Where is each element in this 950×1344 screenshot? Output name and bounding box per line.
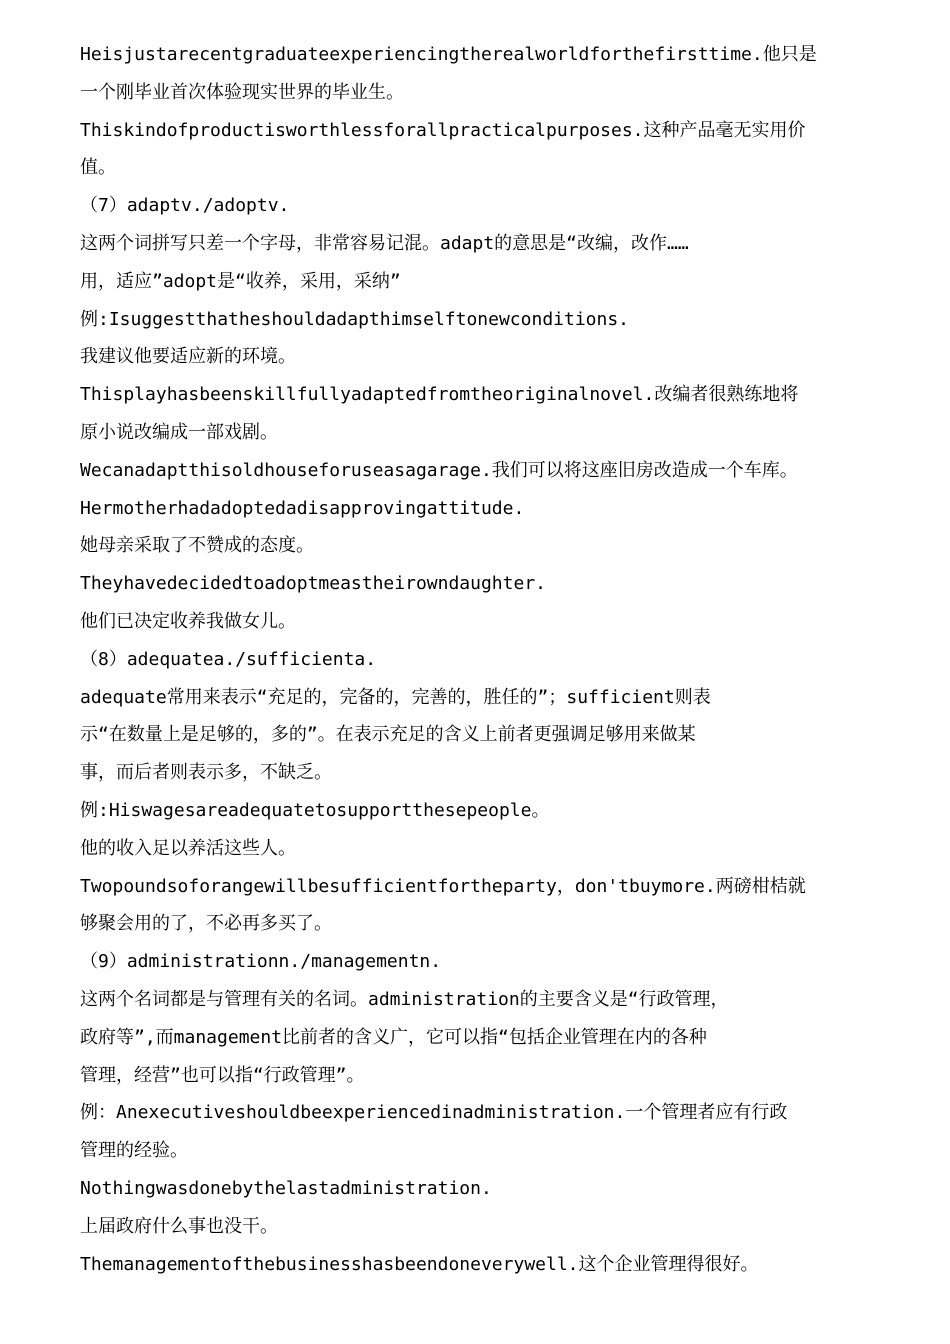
translation-line: 上届政府什么事也没干。 bbox=[80, 1215, 278, 1237]
text-line: 事，而后者则表示多，不缺乏。 bbox=[80, 762, 332, 784]
example-line: Hermotherhadadoptedadisapprovingattitude. bbox=[80, 497, 525, 519]
text-line: 这两个词拼写只差一个字母，非常容易记混。adapt的意思是“改编，改作…… bbox=[80, 232, 689, 254]
text-line: Thiskindofproductisworthlessforallpracticalpurposes.这种产品毫无实用价 bbox=[80, 119, 806, 141]
translation-line: 他的收入足以养活这些人。 bbox=[80, 837, 296, 859]
text-line: adequate常用来表示“充足的，完备的，完善的，胜任的”；sufficient则表 bbox=[80, 686, 711, 708]
example-line: Themanagementofthebusinesshasbeendoneverywell.这个企业管理得很好。 bbox=[80, 1253, 759, 1275]
text-line: 这两个名词都是与管理有关的名词。administration的主要含义是“行政管理， bbox=[80, 988, 729, 1010]
section-heading: （7）adaptv./adoptv. bbox=[80, 195, 290, 217]
section-heading: （8）adequatea./sufficienta. bbox=[80, 648, 377, 670]
text-line: 政府等”,而management比前者的含义广，它可以指“包括企业管理在内的各种 bbox=[80, 1026, 707, 1048]
example-line: Theyhavedecidedtoadoptmeastheirowndaughter. bbox=[80, 573, 546, 595]
example-line: Thisplayhasbeenskillfullyadaptedfromtheoriginalnovel.改编者很熟练地将 bbox=[80, 384, 799, 406]
document-page bbox=[80, 36, 880, 1283]
example-line: 例：Anexecutiveshouldbeexperiencedinadministration.一个管理者应有行政 bbox=[80, 1102, 788, 1124]
text-line: 示“在数量上是足够的，多的”。在表示充足的含义上前者更强调足够用来做某 bbox=[80, 724, 696, 746]
translation-line: 他们已决定收养我做女儿。 bbox=[80, 610, 296, 632]
section-heading: （9）administrationn./managementn. bbox=[80, 951, 442, 973]
text-line: 管理，经营”也可以指“行政管理”。 bbox=[80, 1064, 365, 1086]
example-line: Twopoundsoforangewillbesufficientfortheparty，don'tbuymore.两磅柑桔就 bbox=[80, 875, 806, 897]
translation-line: 她母亲采取了不赞成的态度。 bbox=[80, 535, 314, 557]
example-line: 例:Hiswagesareadequatetosupportthesepeople。 bbox=[80, 799, 550, 821]
text-line: Heisjustarecentgraduateexperiencingtherealworldforthefirsttime.他只是 bbox=[80, 44, 817, 65]
text-line: 用，适应”adopt是“收养，采用，采纳” bbox=[80, 270, 401, 292]
text-line: 值。 bbox=[80, 157, 116, 179]
translation-line: 我建议他要适应新的环境。 bbox=[80, 346, 296, 368]
example-line: Nothingwasdonebythelastadministration. bbox=[80, 1177, 492, 1199]
translation-line: 管理的经验。 bbox=[80, 1140, 188, 1162]
example-line: Wecanadaptthisoldhouseforuseasagarage.我们可以将这座旧房改造成一个车库。 bbox=[80, 459, 798, 481]
example-line: 例:Isuggestthatheshouldadapthimselftonewconditions. bbox=[80, 308, 630, 330]
translation-line: 够聚会用的了，不必再多买了。 bbox=[80, 913, 332, 935]
text-line: 一个刚毕业首次体验现实世界的毕业生。 bbox=[80, 81, 404, 103]
translation-line: 原小说改编成一部戏剧。 bbox=[80, 421, 278, 443]
